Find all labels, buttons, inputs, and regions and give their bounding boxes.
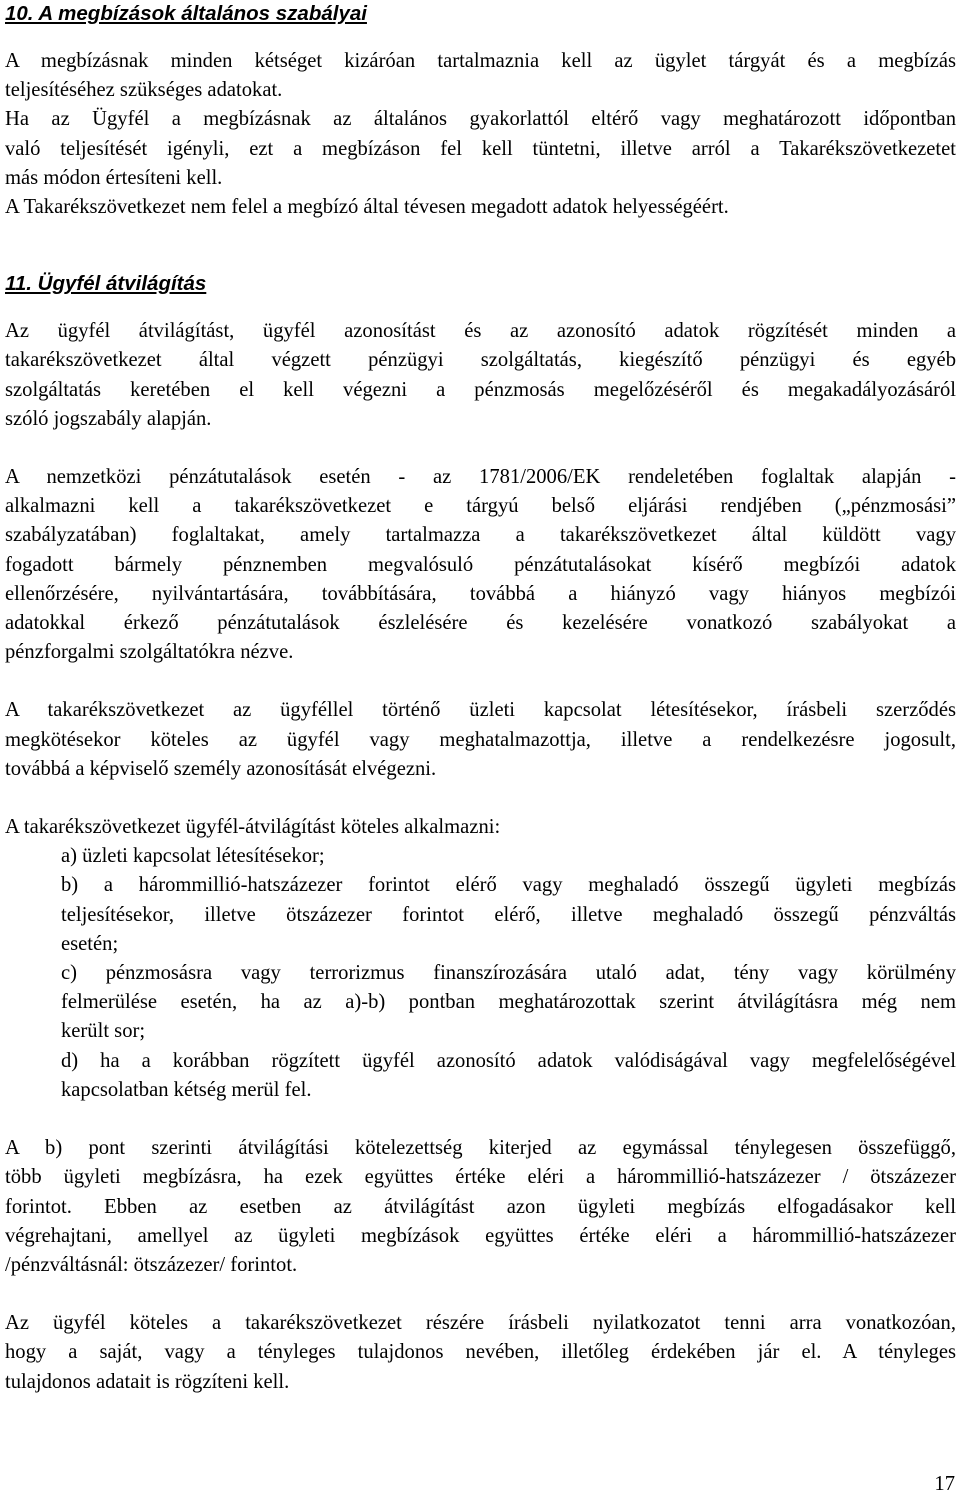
text-line: szóló jogszabály alapján. xyxy=(5,407,212,430)
section-11-title: 11. Ügyfél átvilágítás xyxy=(5,272,207,296)
text-line: A megbízásnak minden kétséget kizáróan tartalmaznia kell az ügylet tárgyát és a megbízás xyxy=(5,50,956,72)
text-line: forintot. Ebben az esetben az átvilágítást azon ügyleti megbízás elfogadásakor kell xyxy=(5,1195,956,1218)
text-line: teljesítésekor, illetve ötszázezer forintot elérő, illetve meghaladó összegű pénzváltás xyxy=(61,903,956,926)
text-line: Az ügyfél köteles a takarékszövetkezet részére írásbeli nyilatkozatot tenni arra vonatkozóan, xyxy=(5,1312,956,1335)
text-line: alkalmazni kell a takarékszövetkezet e tárgyú belső eljárási rendjében („pénzmosási” xyxy=(5,495,956,518)
section-11-paragraph-2 xyxy=(5,463,956,667)
text-line: való teljesítését igényli, ezt a megbízáson fel kell tüntetni, illetve arról a Takarékszövetkezetet xyxy=(5,137,956,160)
section-10-paragraph-1 xyxy=(5,47,956,105)
text-line: c) pénzmosásra vagy terrorizmus finanszírozására utaló adat, tény vagy körülmény xyxy=(61,962,956,985)
section-11-paragraph-1 xyxy=(5,317,956,434)
list-item xyxy=(5,842,956,871)
text-line: Ha az Ügyfél a megbízásnak az általános gyakorlattól eltérő vagy meghatározott időpontban xyxy=(5,108,956,131)
list-item xyxy=(5,1047,956,1105)
text-line: /pénzváltásnál: ötszázezer/ forintot. xyxy=(5,1253,298,1276)
section-10-paragraph-2 xyxy=(5,105,956,193)
text-line: szolgáltatás keretében el kell végezni a pénzmosás megelőzéséről és megakadályozásáról xyxy=(5,378,956,401)
text-line: fogadott bármely pénznemben megvalósuló pénzátutalásokat kísérő megbízói adatok xyxy=(5,553,956,576)
section-11-paragraph-3 xyxy=(5,696,956,784)
text-line: Az ügyfél átvilágítást, ügyfél azonosítást és az azonosító adatok rögzítését minden a xyxy=(5,320,956,343)
section-11-paragraph-4 xyxy=(5,1134,956,1280)
text-line: tulajdonos adatait is rögzíteni kell. xyxy=(5,1370,290,1393)
text-line: továbbá a képviselő személy azonosítását elvégezni. xyxy=(5,757,437,780)
text-line: hogy a saját, vagy a tényleges tulajdonos nevében, illetőleg érdekében jár el. A tényleges xyxy=(5,1341,956,1364)
text-line: több ügyleti megbízásra, ha ezek együttes értéke eléri a hárommillió-hatszázezer / ötszázezer xyxy=(5,1166,956,1189)
text-line: takarékszövetkezet által végzett pénzügyi szolgáltatás, kiegészítő pénzügyi és egyéb xyxy=(5,349,956,372)
text-line: A takarékszövetkezet az ügyféllel történő üzleti kapcsolat létesítésekor, írásbeli szerződés xyxy=(5,699,956,722)
obligation-list xyxy=(5,842,956,1105)
text-line: végrehajtani, amellyel az ügyleti megbízások együttes értéke eléri a hárommillió-hatszázezer xyxy=(5,1224,956,1247)
text-line: felmerülése esetén, ha az a)-b) pontban meghatározottak szerint átvilágításra még nem xyxy=(61,991,956,1014)
list-item xyxy=(5,871,956,959)
section-11-paragraph-5 xyxy=(5,1309,956,1397)
text-line: A nemzetközi pénzátutalások esetén - az 1781/2006/EK rendeletében foglaltak alapján - xyxy=(5,466,956,489)
document-page xyxy=(5,0,956,1397)
text-line: a) üzleti kapcsolat létesítésekor; xyxy=(61,845,325,868)
section-10-paragraph-3: A Takarékszövetkezet nem felel a megbízó által tévesen megadott adatok helyességéért. xyxy=(5,196,729,219)
text-line: esetén; xyxy=(61,932,119,955)
section-10-title: 10. A megbízások általános szabályai xyxy=(5,2,367,25)
text-line: ellenőrzésére, nyilvántartására, továbbítására, továbbá a hiányzó vagy hiányos megbízói xyxy=(5,582,956,605)
text-line: teljesítéséhez szükséges adatokat. xyxy=(5,79,283,102)
page-number: 17 xyxy=(934,1473,955,1495)
list-intro: A takarékszövetkezet ügyfél-átvilágítást köteles alkalmazni: xyxy=(5,816,501,839)
text-line: más módon értesíteni kell. xyxy=(5,166,223,189)
text-line: került sor; xyxy=(61,1020,146,1043)
text-line: megkötésekor köteles az ügyfél vagy meghatalmazottja, illetve a rendelkezésre jogosult, xyxy=(5,728,956,751)
text-line: d) ha a korábban rögzített ügyfél azonosító adatok valódiságával vagy megfelelőségével xyxy=(61,1049,956,1072)
text-line: b) a hárommillió-hatszázezer forintot elérő vagy meghaladó összegű ügyleti megbízás xyxy=(61,874,956,897)
text-line: kapcsolatban kétség merül fel. xyxy=(61,1078,312,1101)
text-line: szabályzatában) foglaltakat, amely tartalmazza a takarékszövetkezet által küldött vagy xyxy=(5,524,956,547)
list-item xyxy=(5,959,956,1047)
text-line: pénzforgalmi szolgáltatókra nézve. xyxy=(5,641,294,664)
text-line: adatokkal érkező pénzátutalások észlelésére és kezelésére vonatkozó szabályokat a xyxy=(5,612,956,635)
text-line: A b) pont szerinti átvilágítási kötelezettség kiterjed az egymással ténylegesen összefüggő, xyxy=(5,1137,956,1160)
